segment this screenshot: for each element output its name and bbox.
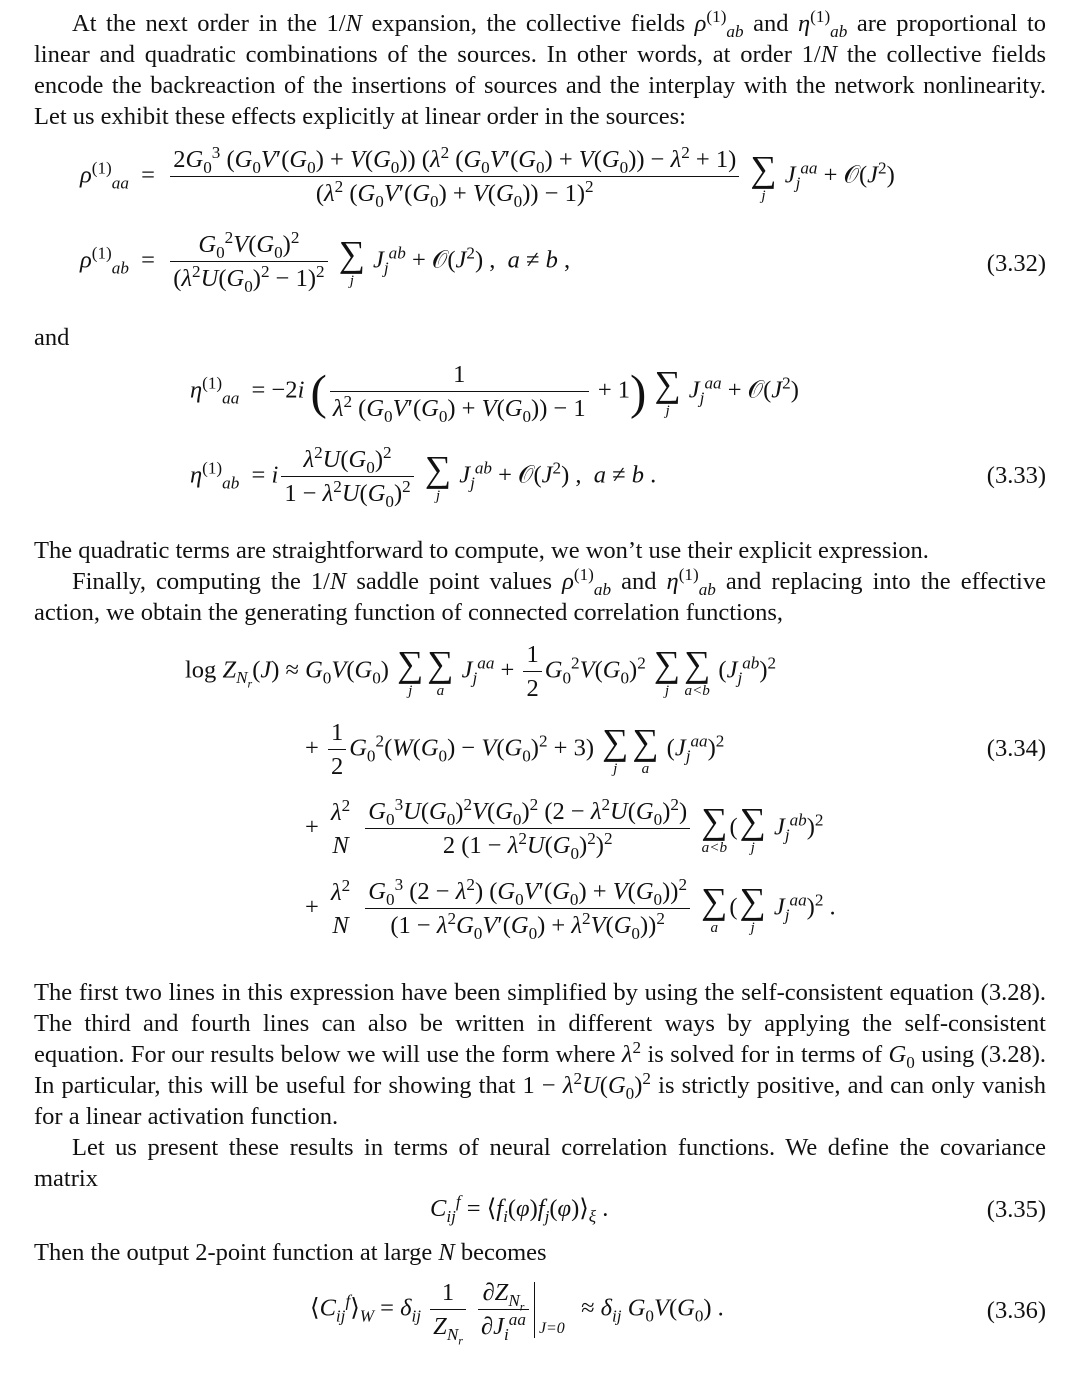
equation-3-34-line-3: + $\lambda^2$ N $\frac{G_0^3U(G_0)^2V(G_0)^2 (2 - \lambda^2U(G_0)^2)}{2 (1 - \lambda^2U(G_0)^2)^2}$ ∑ a<b ( ∑ j $J_j^{ab})^2$ [305, 794, 824, 864]
equation-number-3-34: (3.34) [986, 735, 1046, 762]
equation-3-34-line-4: + $\lambda^2$ N $\frac{G_0^3 (2 - \lambda^2) (G_0V'(G_0) + V(G_0))^2}{(1 - \lambda^2G_0V'(G_0) + \lambda^2V(G_0))^2}$ ∑ a ( ∑ j $J_j^{aa})^2$ . [305, 874, 836, 944]
equation-number-3-33: (3.33) [986, 462, 1046, 489]
equation-3-34-line-2: + $\frac{1}{2}$ $G_0^2(W(G_0) - V(G_0)^2 + 3)$ ∑ j ∑ a $(J_j^{aa})^2$ [305, 719, 725, 781]
quadratic-terms-paragraph: The quadratic terms are straightforward to compute, we won’t use their explicit expression. [34, 537, 929, 564]
intro-paragraph [34, 8, 1046, 132]
equation-3-32-line-1: $\rho^{(1)}_{aa}$ = $\frac{2G_0^3 (G_0V'(G_0) + V(G_0)) (\lambda^2 (G_0V'(G_0) + V(G_0)) - \lambda^2 + 1)}{(\lambda^2 (G_0V'(G_0) + V(G_0)) - 1)^2}$ ∑ j $J_j^{aa}$ + $𝒪(J^2)$ [80, 142, 895, 212]
simplification-paragraph: The first two lines in this expression have been simplified by using the self-consistent equation (3.28). The third and fourth lines can also be written in different ways by applying the self-consistent equation. For our results below we will use the form where $\lambda^2$ is solved for in terms of $G_0$ using (3.28). In particular, this will be useful for showing that $1 - \lambda^2U(G_0)^2$ is strictly positive, and can only vanish for a linear activation function. [34, 979, 1046, 1130]
equation-3-33-line-2: $\eta^{(1)}_{ab} = i$ $\frac{\lambda^2U(G_0)^2}{1 - \lambda^2U(G_0)^2}$ ∑ j $J_j^{ab}$ + $𝒪(J^2)$ , a ≠ b . [190, 442, 657, 512]
equation-3-34-line-1: $\log Z_{N_r}(J) \approx G_0V(G_0)$ ∑ j ∑ a $J_j^{aa}$ + $\frac{1}{2}$ $G_0^2V(G_0)^2$ ∑ j ∑ a<b $(J_j^{ab})^2$ [185, 641, 777, 703]
saddle-point-paragraph: Finally, computing the 1/N saddle point values $\rho^{(1)}_{ab}$ and $\eta^{(1)}_{ab}$ and replacing into the effective action, we obtain the generating function of connected correlation functions, [34, 564, 1046, 626]
equation-3-32-line-2: $\rho^{(1)}_{ab}$ = $\frac{G_0^2V(G_0)^2}{(\lambda^2U(G_0)^2 - 1)^2}$ ∑ j $J_j^{ab}$ + $𝒪(J^2)$ , a ≠ b , [80, 227, 571, 297]
equation-3-33-line-1: $\eta^{(1)}_{aa} = -2i$ ( $\frac{1}{\lambda^2 (G_0V'(G_0) + V(G_0)) - 1}$ + 1) ∑ j $J_j^{aa}$ + $𝒪(J^2)$ [190, 361, 799, 427]
equation-3-35: $C_{ij}^f$ = $⟨f_i(\varphi)f_j(\varphi)⟩_\xi$ . [430, 1191, 609, 1226]
equation-3-36: $⟨C_{ij}^f⟩_W = \delta_{ij}$ $\frac{1}{Z_{N_r}}$ $\frac{\partial Z_{N_r}}{\partial J_i^{aa}}$ J=0 ≈ $\delta_{ij}$ $G_0V(G_0)$ . [310, 1279, 724, 1348]
intro-text: At the next order in the 1/N expansion, the collective fields $\rho^{(1)}_{ab}$ and $\eta^{(1)}_{ab}$ are proportional to linear and quadratic combinations of the sources. In other words, at order 1/N the collective fields encode the backreaction of the insertions of sources and the interplay with the network nonlinearity. Let us exhibit these effects explicitly at linear order in the sources: [34, 6, 1046, 130]
equation-number-3-36: (3.36) [986, 1297, 1046, 1324]
two-point-paragraph: Then the output 2-point function at large N becomes [34, 1239, 547, 1266]
covariance-paragraph: Let us present these results in terms of neural correlation functions. We define the covariance matrix [34, 1134, 1046, 1192]
and-text: and [34, 324, 70, 351]
equation-number-3-32: (3.32) [986, 250, 1046, 277]
equation-number-3-35: (3.35) [986, 1196, 1046, 1223]
